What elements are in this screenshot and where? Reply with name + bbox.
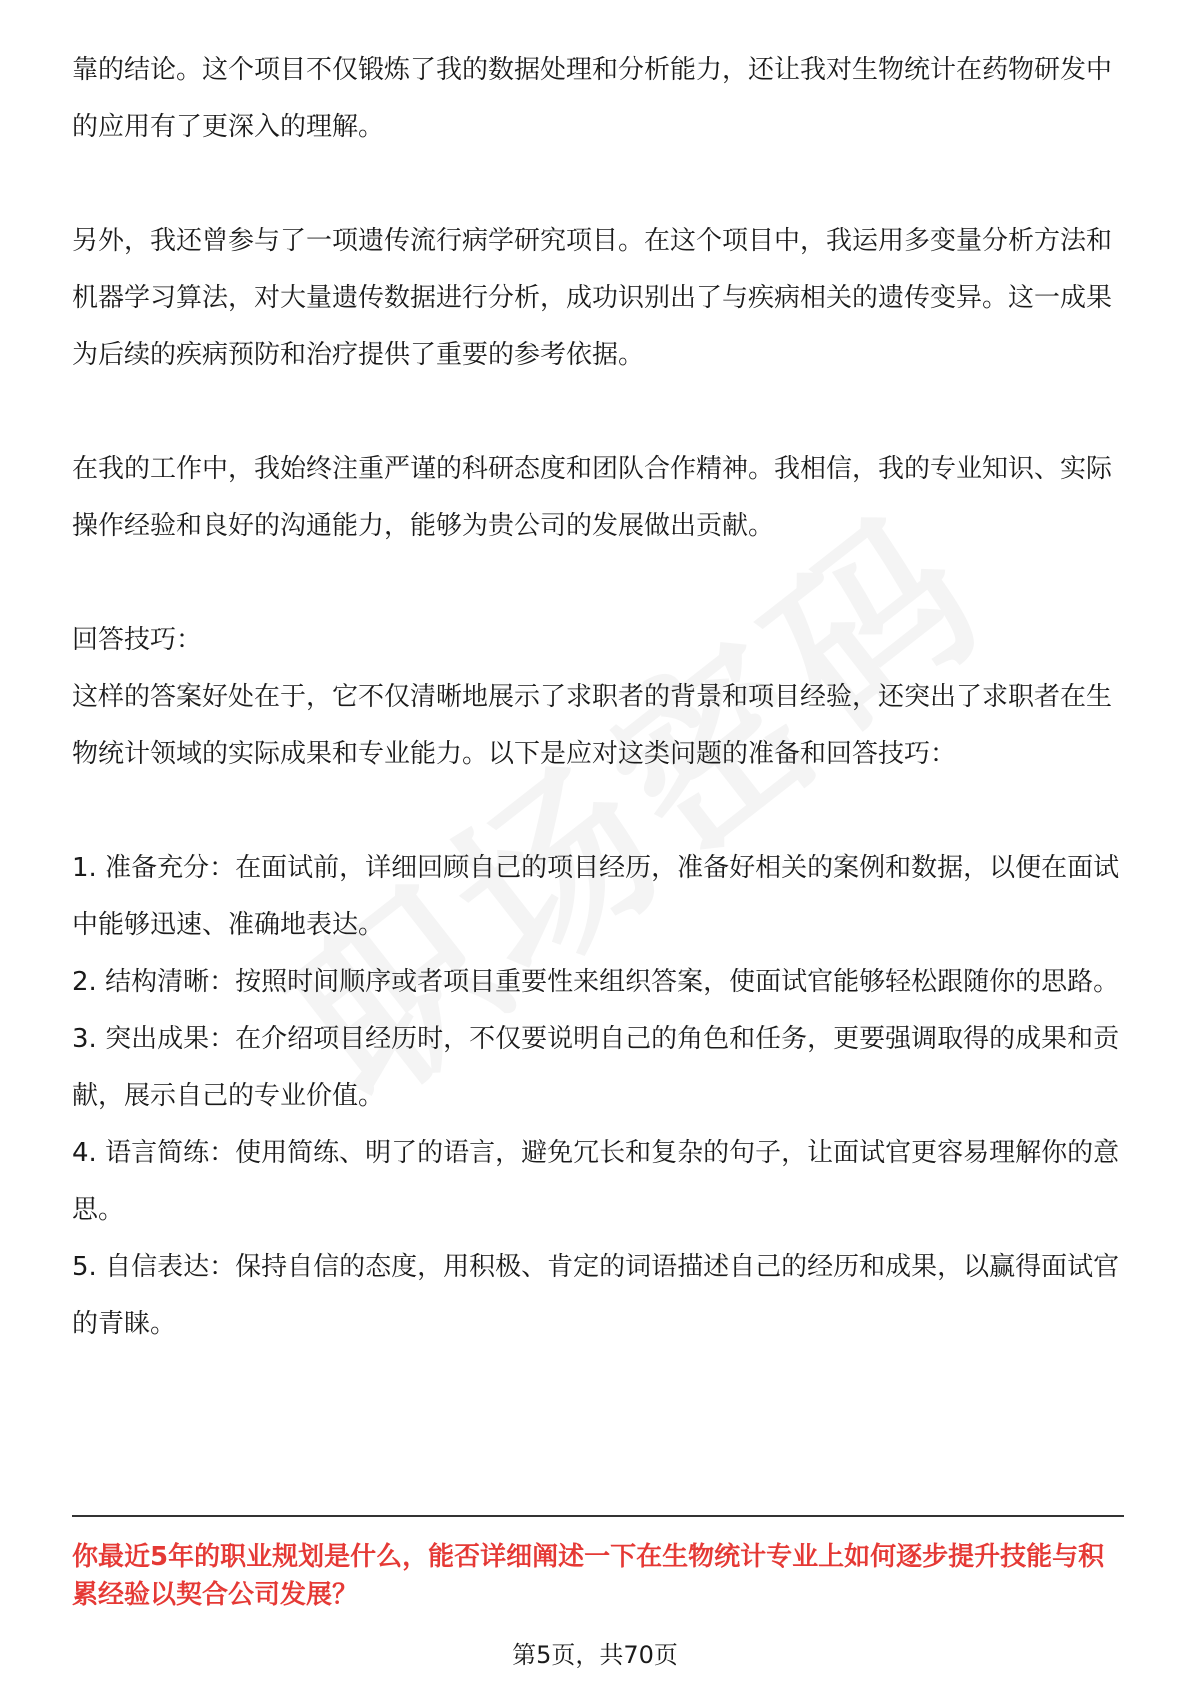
tip-item: 5. 自信表达：保持自信的态度，用积极、肯定的词语描述自己的经历和成果，以赢得面试官的青睐。 [72,1252,1120,1339]
tip-item: 4. 语言简练：使用简练、明了的语言，避免冗长和复杂的句子，让面试官更容易理解你的意思。 [72,1138,1120,1225]
section-divider [72,1515,1124,1517]
tips-intro: 这样的答案好处在于，它不仅清晰地展示了求职者的背景和项目经验，还突出了求职者在生物统计领域的实际成果和专业能力。以下是应对这类问题的准备和回答技巧： [72,682,1113,769]
paragraph-project-conclusion: 靠的结论。这个项目不仅锻炼了我的数据处理和分析能力，还让我对生物统计在药物研发中的应用有了更深入的理解。 [72,55,1113,142]
tip-item: 3. 突出成果：在介绍项目经历时，不仅要说明自己的角色和任务，更要强调取得的成果和贡献，展示自己的专业价值。 [72,1024,1120,1111]
next-question: 你最近5年的职业规划是什么，能否详细阐述一下在生物统计专业上如何逐步提升技能与积累经验以契合公司发展？ [72,1542,1105,1610]
paragraph-genetic-project: 另外，我还曾参与了一项遗传流行病学研究项目。在这个项目中，我运用多变量分析方法和机器学习算法，对大量遗传数据进行分析，成功识别出了与疾病相关的遗传变异。这一成果为后续的疾病预防和治疗提供了重要的参考依据。 [72,226,1113,370]
tip-item: 2. 结构清晰：按照时间顺序或者项目重要性来组织答案，使面试官能够轻松跟随你的思路。 [72,967,1120,997]
page-footer: 第5页，共70页 [512,1641,678,1669]
tip-item: 1. 准备充分：在面试前，详细回顾自己的项目经历，准备好相关的案例和数据，以便在面试中能够迅速、准确地表达。 [72,853,1120,940]
document-body [72,42,1122,1353]
tips-heading: 回答技巧： [72,625,203,655]
paragraph-work-attitude: 在我的工作中，我始终注重严谨的科研态度和团队合作精神。我相信，我的专业知识、实际操作经验和良好的沟通能力，能够为贵公司的发展做出贡献。 [72,454,1113,541]
